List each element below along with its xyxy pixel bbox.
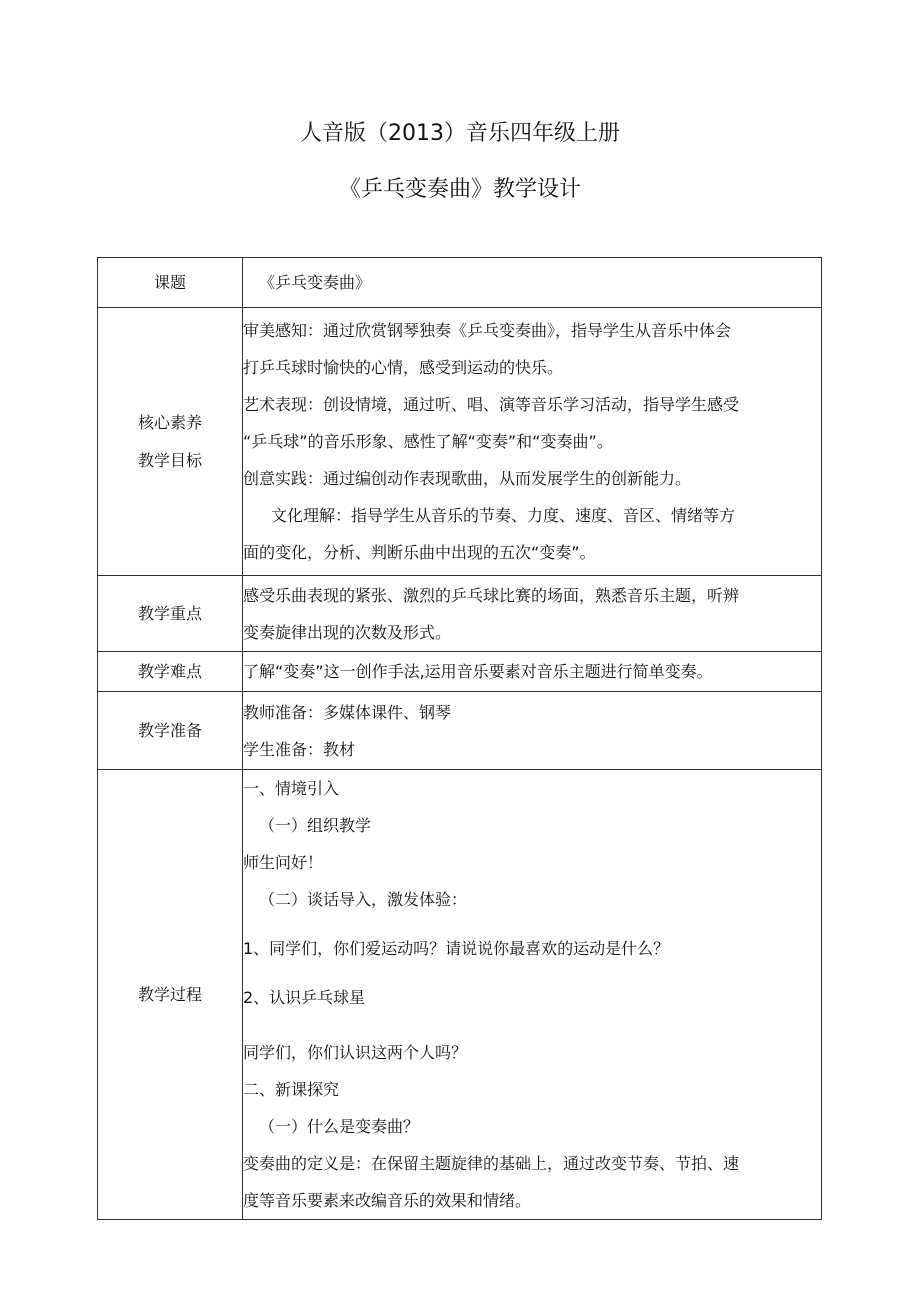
key-points-content-cell	[243, 576, 822, 652]
process-line: 1、同学们，你们爱运动吗？请说说你最喜欢的运动是什么？	[243, 939, 670, 958]
goals-label-line2: 教学目标	[137, 450, 202, 470]
goals-line: 创意实践：通过编创动作表现歌曲，从而发展学生的创新能力。	[243, 469, 692, 488]
preparation-label: 教学准备	[137, 720, 202, 740]
difficulties-line: 了解“变奏”这一创作手法,运用音乐要素对音乐主题进行简单变奏。	[243, 662, 713, 681]
process-line: 同学们，你们认识这两个人吗？	[243, 1043, 468, 1062]
goals-label-line1: 核心素养	[137, 412, 202, 432]
key-points-line: 变奏旋律出现的次数及形式。	[243, 622, 452, 642]
process-line: （一）什么是变奏曲？	[259, 1117, 420, 1136]
process-line: 变奏曲的定义是：在保留主题旋律的基础上，通过改变节奏、节拍、速	[243, 1154, 740, 1173]
lesson-plan-table	[97, 257, 822, 1220]
goals-line: 文化理解：指导学生从音乐的节奏、力度、速度、音区、情绪等方	[271, 506, 736, 525]
difficulties-label: 教学难点	[137, 661, 202, 681]
process-content-cell	[243, 770, 822, 1220]
table-row-preparation	[98, 692, 822, 770]
topic-value-cell	[243, 258, 822, 308]
key-points-label-cell	[98, 576, 243, 652]
table-row-key-points	[98, 576, 822, 652]
spacer	[243, 918, 821, 930]
table-row-goals	[98, 308, 822, 576]
process-line: 2、认识乒乓球星	[243, 988, 366, 1007]
preparation-label-cell	[98, 692, 243, 770]
preparation-content-cell	[243, 692, 822, 770]
goals-line: 打乒乓球时愉快的心情，感受到运动的快乐。	[243, 358, 564, 377]
goals-label-cell	[98, 308, 243, 576]
spacer	[243, 1016, 821, 1034]
table-row-difficulties	[98, 652, 822, 692]
key-points-label: 教学重点	[137, 603, 202, 623]
difficulties-content-cell	[243, 652, 822, 692]
goals-line: 面的变化，分析、判断乐曲中出现的五次“变奏”。	[243, 543, 596, 562]
process-line: 度等音乐要素来改编音乐的效果和情绪。	[243, 1191, 532, 1210]
process-label: 教学过程	[137, 984, 202, 1004]
preparation-line: 学生准备：教材	[243, 739, 356, 759]
spacer	[243, 967, 821, 979]
process-line: 一、情境引入	[243, 779, 340, 798]
goals-line: 艺术表现：创设情境，通过听、唱、演等音乐学习活动，指导学生感受	[243, 395, 740, 414]
difficulties-label-cell	[98, 652, 243, 692]
process-line: （二）谈话导入，激发体验：	[259, 890, 468, 909]
topic-value: 《乒乓变奏曲》	[259, 273, 372, 292]
topic-label-cell	[98, 258, 243, 308]
process-line: 师生问好！	[243, 853, 324, 872]
process-label-cell	[98, 770, 243, 1220]
goals-content-cell	[243, 308, 822, 576]
process-line: 二、新课探究	[243, 1080, 340, 1099]
table-row-process	[98, 770, 822, 1220]
process-line: （一）组织教学	[259, 816, 372, 835]
goals-line: “乒乓球”的音乐形象、感性了解“变奏”和“变奏曲”。	[243, 432, 613, 451]
table-row-topic	[98, 258, 822, 308]
goals-line: 审美感知：通过欣赏钢琴独奏《乒乓变奏曲》，指导学生从音乐中体会	[243, 321, 732, 340]
preparation-line: 教师准备：多媒体课件、钢琴	[243, 702, 452, 722]
document-title: 人音版（2013）音乐四年级上册	[300, 121, 620, 146]
topic-label: 课题	[153, 272, 186, 292]
document-subtitle: 《乒乓变奏曲》教学设计	[338, 177, 581, 202]
key-points-line: 感受乐曲表现的紧张、激烈的乒乓球比赛的场面，熟悉音乐主题，听辨	[243, 585, 740, 605]
